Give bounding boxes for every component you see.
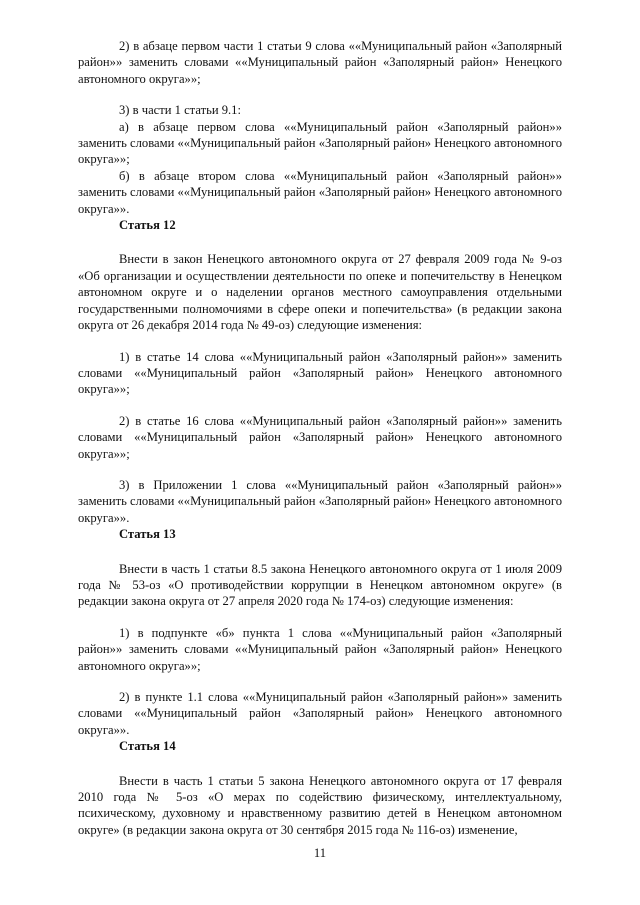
art14-intro-paragraph: Внести в часть 1 статьи 5 закона Ненецкого автономного округа от 17 февраля 2010 года № 5-оз «О мерах по содействию физическому, интеллектуальному, психическому, духовному и нравственному развитию детей в Ненецком автономном округе» (в редакции закона округа от 30 сентября 2015 года № 116-оз) изменение, xyxy=(78,773,562,837)
document-page xyxy=(78,38,562,838)
article-14-heading: Статья 14 xyxy=(119,739,176,754)
article-13-heading: Статья 13 xyxy=(119,527,176,542)
art13-item1-paragraph: 1) в подпункте «б» пункта 1 слова ««Муниципальный район «Заполярный район»» заменить словами ««Муниципальный район «Заполярный район» Ненецкого автономного округа»»; xyxy=(78,625,562,673)
art12-item3-paragraph: 3) в Приложении 1 слова ««Муниципальный район «Заполярный район»» заменить словами ««Муниципальный район «Заполярный район» Ненецкого автономного округа»». xyxy=(78,477,562,525)
art11-item3b-paragraph: б) в абзаце втором слова ««Муниципальный район «Заполярный район»» заменить словами ««Муниципальный район «Заполярный район» Ненецкого автономного округа»». xyxy=(78,168,562,216)
art12-item2-paragraph: 2) в статье 16 слова ««Муниципальный район «Заполярный район»» заменить словами ««Муниципальный район «Заполярный район» Ненецкого автономного округа»»; xyxy=(78,413,562,461)
art13-item2-paragraph: 2) в пункте 1.1 слова ««Муниципальный район «Заполярный район»» заменить словами ««Муниципальный район «Заполярный район» Ненецкого автономного округа»». xyxy=(78,690,562,737)
article-12-heading: Статья 12 xyxy=(119,218,176,233)
page-number: 11 xyxy=(313,846,327,860)
art12-intro-paragraph: Внести в закон Ненецкого автономного округа от 27 февраля 2009 года № 9-оз «Об организации и осуществлении деятельности по опеке и попечительству в Ненецком автономном округе и о наделении органов местного самоуправления отдельными государственными полномочиями в сфере опеки и попечительства» (в редакции закона округа от 26 декабря 2014 года № 49-оз) следующие изменения: xyxy=(78,252,562,333)
art12-item1-paragraph: 1) в статье 14 слова ««Муниципальный район «Заполярный район»» заменить словами ««Муниципальный район «Заполярный район» Ненецкого автономного округа»»; xyxy=(78,349,562,397)
art11-item2-paragraph: 2) в абзаце первом части 1 статьи 9 слова ««Муниципальный район «Заполярный район»» заменить словами ««Муниципальный район «Заполярный район» Ненецкого автономного округа»»; xyxy=(78,39,562,86)
art11-item3-intro: 3) в части 1 статьи 9.1: xyxy=(119,103,241,118)
art11-item3a-paragraph: а) в абзаце первом слова ««Муниципальный район «Заполярный район»» заменить словами ««Муниципальный район «Заполярный район» Ненецкого автономного округа»»; xyxy=(78,119,562,167)
art13-intro-paragraph: Внести в часть 1 статьи 8.5 закона Ненецкого автономного округа от 1 июля 2009 года № 53-оз «О противодействии коррупции в Ненецком автономном округе» (в редакции закона округа от 27 апреля 2020 года № 174-оз) следующие изменения: xyxy=(78,561,562,609)
